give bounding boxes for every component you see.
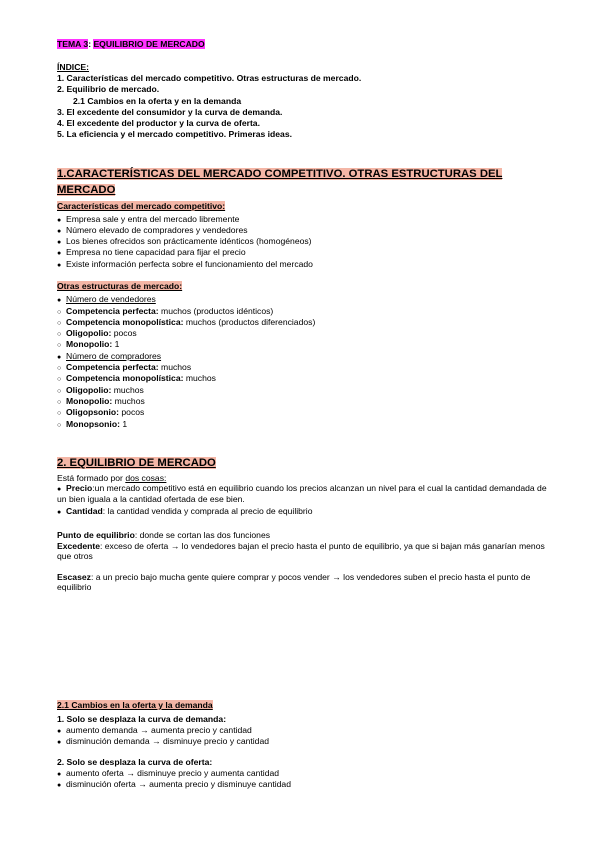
topic-name: EQUILIBRIO DE MERCADO: [93, 39, 205, 49]
bullet-hollow-icon: ○: [57, 320, 62, 327]
supply-shift-title: 2. Solo se desplaza la curva de oferta:: [57, 757, 213, 767]
bullet-filled-icon: ●: [57, 771, 62, 778]
list-item: ● disminución demanda → disminuye precio y cantidad: [57, 736, 550, 748]
demand-shift-title: 1. Solo se desplaza la curva de demanda:: [57, 714, 227, 724]
bullet-hollow-icon: ○: [57, 388, 62, 395]
index-item: 2. Equilibrio de mercado.: [57, 84, 160, 94]
list-item: ● Empresa no tiene capacidad para fijar el precio: [57, 247, 550, 259]
list-item: ○ Competencia monopolística: muchos (productos diferenciados): [57, 317, 550, 329]
bullet-hollow-icon: ○: [57, 309, 62, 316]
characteristics-heading: Características del mercado competitivo:: [57, 201, 226, 211]
buyers-label: ● Número de compradores: [57, 351, 550, 363]
section2-intro: Está formado por dos cosas:: [57, 473, 167, 483]
bullet-filled-icon: ●: [57, 354, 62, 361]
index-item: 5. La eficiencia y el mercado competitivo. Primeras ideas.: [57, 129, 293, 139]
bullet-filled-icon: ●: [57, 239, 62, 246]
section1-heading: 1.CARACTERÍSTICAS DEL MERCADO COMPETITIVO. OTRAS ESTRUCTURAS DEL MERCADO: [57, 168, 503, 196]
bullet-hollow-icon: ○: [57, 342, 62, 349]
list-item: ● aumento demanda → aumenta precio y cantidad: [57, 725, 550, 737]
bullet-hollow-icon: ○: [57, 410, 62, 417]
list-item: ○ Oligopolio: pocos: [57, 328, 550, 340]
bullet-filled-icon: ●: [57, 217, 62, 224]
list-item: ○ Competencia monopolística: muchos: [57, 373, 550, 385]
topic-prefix: TEMA 3: [57, 39, 89, 49]
list-item: ● Empresa sale y entra del mercado libremente: [57, 214, 550, 226]
precio-paragraph: ● Precio:un mercado competitivo está en equilibrio cuando los precios alcanzan un nivel para el cual la cantidad demandada de un bien iguala a la cantidad ofertada de ese bien.: [57, 483, 547, 504]
index-item: 3. El excedente del consumidor y la curva de demanda.: [57, 107, 283, 117]
index-item: 1. Características del mercado competitivo. Otras estructuras de mercado.: [57, 73, 362, 83]
bullet-filled-icon: ●: [57, 228, 62, 235]
bullet-hollow-icon: ○: [57, 399, 62, 406]
topic-title: [57, 39, 550, 50]
index-heading: ÍNDICE:: [57, 62, 89, 72]
bullet-filled-icon: ●: [57, 262, 62, 269]
topic-colon: :: [88, 39, 94, 49]
section2-heading: 2. EQUILIBRIO DE MERCADO: [57, 457, 216, 469]
index-item: 4. El excedente del productor y la curva de oferta.: [57, 118, 260, 128]
bullet-filled-icon: ●: [57, 728, 62, 735]
list-item: ○ Competencia perfecta: muchos: [57, 362, 550, 374]
bullet-filled-icon: ●: [57, 509, 62, 516]
bullet-hollow-icon: ○: [57, 331, 62, 338]
bullet-filled-icon: ●: [57, 250, 62, 257]
section21-heading: 2.1 Cambios en la oferta y la demanda: [57, 700, 213, 710]
list-item: ● Los bienes ofrecidos son prácticamente idénticos (homogéneos): [57, 236, 550, 248]
bullet-hollow-icon: ○: [57, 376, 62, 383]
list-item: ○ Monopsonio: 1: [57, 419, 550, 431]
list-item: ● Existe información perfecta sobre el funcionamiento del mercado: [57, 259, 550, 271]
structures-heading: Otras estructuras de mercado:: [57, 281, 183, 291]
equilibrium-point: Punto de equilibrio: donde se cortan las dos funciones: [57, 530, 271, 540]
cantidad-paragraph: ● Cantidad: la cantidad vendida y comprada al precio de equilibrio: [57, 506, 550, 518]
surplus-paragraph: Excedente: exceso de oferta → lo vendedores bajan el precio hasta el punto de equilibrio, ya que si bajan más ganarían menos que otros: [57, 541, 545, 561]
list-item: ● Número elevado de compradores y vendedores: [57, 225, 550, 237]
bullet-filled-icon: ●: [57, 739, 62, 746]
sellers-label: ● Número de vendedores: [57, 294, 550, 306]
list-item: ○ Competencia perfecta: muchos (productos idénticos): [57, 306, 550, 318]
list-item: ● disminución oferta → aumenta precio y disminuye cantidad: [57, 779, 550, 791]
list-item: ○ Oligopolio: muchos: [57, 385, 550, 397]
list-item: ○ Monopolio: 1: [57, 339, 550, 351]
list-item: ○ Oligopsonio: pocos: [57, 407, 550, 419]
bullet-filled-icon: ●: [57, 782, 62, 789]
bullet-hollow-icon: ○: [57, 422, 62, 429]
list-item: ● aumento oferta → disminuye precio y aumenta cantidad: [57, 768, 550, 780]
bullet-filled-icon: ●: [57, 486, 62, 493]
shortage-paragraph: Escasez: a un precio bajo mucha gente quiere comprar y pocos vender → los vendedores suben el precio hasta el punto de equilibrio: [57, 572, 531, 592]
bullet-hollow-icon: ○: [57, 365, 62, 372]
bullet-filled-icon: ●: [57, 297, 62, 304]
index-item: 2.1 Cambios en la oferta y en la demanda: [73, 96, 242, 106]
list-item: ○ Monopolio: muchos: [57, 396, 550, 408]
